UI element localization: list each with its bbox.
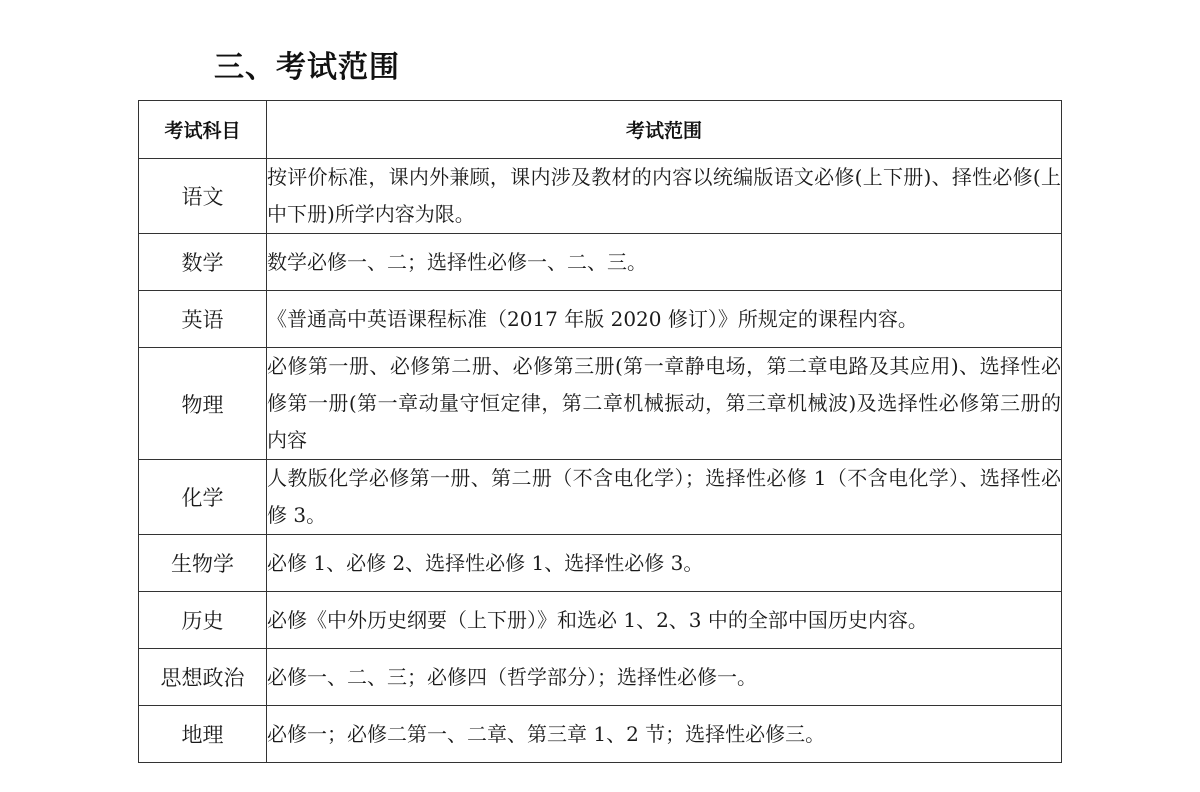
section-title: 三、考试范围 (214, 50, 400, 85)
table-row (139, 291, 1062, 348)
table-row (139, 592, 1062, 649)
scope-cell: 人教版化学必修第一册、第二册（不含电化学）；选择性必修 1（不含电化学）、选择性必修 3。 (267, 460, 1062, 535)
table-row (139, 535, 1062, 592)
table-row (139, 348, 1062, 460)
scope-cell: 数学必修一、二；选择性必修一、二、三。 (267, 234, 1062, 291)
header-scope: 考试范围 (267, 101, 1062, 159)
scope-cell: 按评价标准，课内外兼顾，课内涉及教材的内容以统编版语文必修(上下册)、择性必修(上中下册)所学内容为限。 (267, 159, 1062, 234)
exam-scope-table (138, 100, 1062, 763)
scope-cell: 必修 1、必修 2、选择性必修 1、选择性必修 3。 (267, 535, 1062, 592)
subject-cell: 数学 (139, 234, 267, 291)
table-row (139, 706, 1062, 763)
subject-cell: 历史 (139, 592, 267, 649)
table-row (139, 649, 1062, 706)
subject-cell: 英语 (139, 291, 267, 348)
scope-cell: 必修一、二、三；必修四（哲学部分）；选择性必修一。 (267, 649, 1062, 706)
scope-cell: 必修一；必修二第一、二章、第三章 1、2 节；选择性必修三。 (267, 706, 1062, 763)
subject-cell: 物理 (139, 348, 267, 460)
scope-cell: 必修第一册、必修第二册、必修第三册(第一章静电场，第二章电路及其应用)、选择性必修第一册(第一章动量守恒定律，第二章机械振动，第三章机械波)及选择性必修第三册的内容 (267, 348, 1062, 460)
subject-cell: 思想政治 (139, 649, 267, 706)
table-row (139, 460, 1062, 535)
table-row (139, 159, 1062, 234)
table-header-row (139, 101, 1062, 159)
header-subject: 考试科目 (139, 101, 267, 159)
subject-cell: 语文 (139, 159, 267, 234)
subject-cell: 生物学 (139, 535, 267, 592)
scope-cell: 必修《中外历史纲要（上下册）》和选必 1、2、3 中的全部中国历史内容。 (267, 592, 1062, 649)
table-row (139, 234, 1062, 291)
subject-cell: 地理 (139, 706, 267, 763)
subject-cell: 化学 (139, 460, 267, 535)
scope-cell: 《普通高中英语课程标准（2017 年版 2020 修订）》所规定的课程内容。 (267, 291, 1062, 348)
